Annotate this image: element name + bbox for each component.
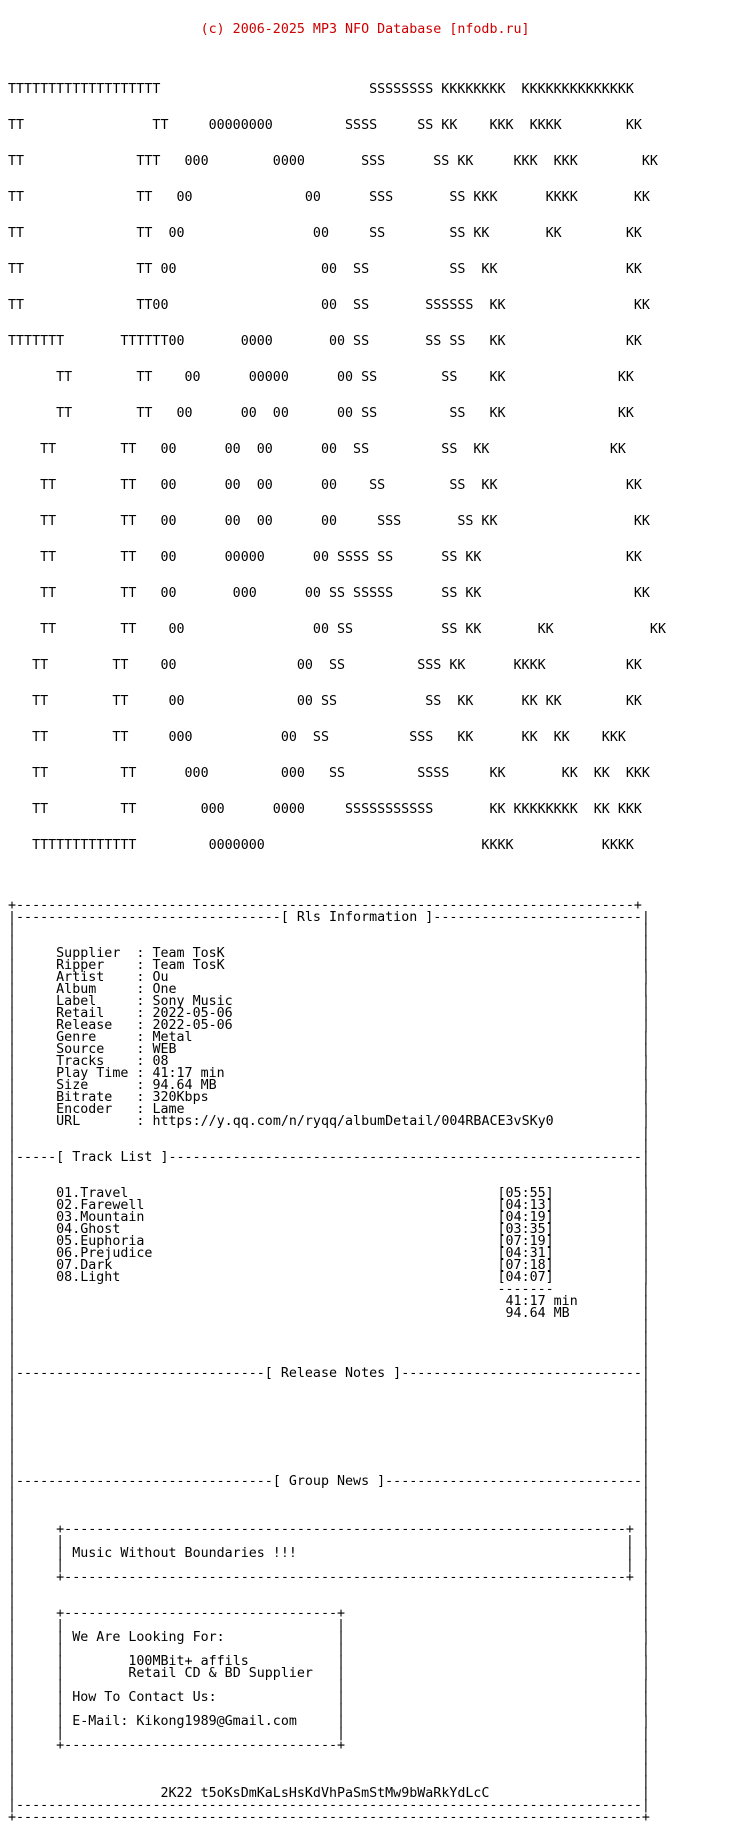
- contact-box-line: | | Retail CD & BD Supplier | |: [8, 1666, 650, 1681]
- contact-box-line: | | | |: [8, 1618, 650, 1633]
- field-value: Metal: [152, 1030, 193, 1045]
- contact-box-bottom: | +----------------------------------+ |: [8, 1738, 650, 1753]
- contact-box-line: | | We Are Looking For: | |: [8, 1630, 650, 1645]
- section-title-rls-row: |---------------------------------[ Rls Information ]--------------------------|: [8, 910, 650, 925]
- bottom-divider: |------------------------------------------------------------------------------|: [8, 1798, 650, 1813]
- field-label: Play Time: [56, 1066, 129, 1081]
- blank-line: | |: [8, 1318, 650, 1333]
- total-size: 94.64 MB: [505, 1306, 570, 1321]
- logo-line: TT TT 00 00 SS SSS KK KKKK KK: [8, 658, 642, 673]
- track-name: 04.Ghost: [56, 1222, 121, 1237]
- field-value: https://y.qq.com/n/ryqq/albumDetail/004RBACE3vSKy0: [152, 1114, 554, 1129]
- info-field: | Source : WEB |: [8, 1042, 650, 1057]
- section-title-news-row: |--------------------------------[ Group News ]--------------------------------|: [8, 1474, 650, 1489]
- field-label: Tracks: [56, 1054, 129, 1069]
- field-label: Source: [56, 1042, 129, 1057]
- slogan-box-bottom: | +----------------------------------------------------------------------+ |: [8, 1570, 650, 1585]
- logo-line: TT TT 000 0000 SSSSSSSSSSS KK KKKKKKKK KK KKK: [8, 802, 642, 817]
- logo-line: TT TT 00000000 SSSS SS KK KKK KKKK KK: [8, 118, 642, 133]
- track-row: | 02.Farewell [04:13] |: [8, 1198, 650, 1213]
- slogan-box-line: | | | |: [8, 1558, 650, 1573]
- field-label: Release: [56, 1018, 129, 1033]
- track-row: | 06.Prejudice [04:31] |: [8, 1246, 650, 1261]
- track-time: [04:31]: [497, 1246, 554, 1261]
- section-title-news: [ Group News ]: [272, 1474, 386, 1489]
- track-name: 07.Dark: [56, 1258, 113, 1273]
- track-time: [07:18]: [497, 1258, 554, 1273]
- blank-line: | |: [8, 1138, 650, 1153]
- section-title-tracks: [ Track List ]: [56, 1150, 169, 1165]
- blank-line: | |: [8, 1762, 650, 1777]
- track-name: 08.Light: [56, 1270, 121, 1285]
- logo-line: TT TT 000 000 SS SSSS KK KK KK KKK: [8, 766, 650, 781]
- field-label: Retail: [56, 1006, 129, 1021]
- total-sep-row: | ------- |: [8, 1282, 650, 1297]
- field-label: Encoder: [56, 1102, 129, 1117]
- footer-code-row: | 2K22 t5oKsDmKaLsHsKdVhPaSmStMw9bWaRkYdLcC |: [8, 1786, 650, 1801]
- field-label: Bitrate: [56, 1090, 129, 1105]
- blank-line: | |: [8, 1330, 650, 1345]
- slogan-box-line: | | Music Without Boundaries !!! | |: [8, 1546, 650, 1561]
- field-value: 2022-05-06: [152, 1006, 233, 1021]
- track-name: 03.Mountain: [56, 1210, 145, 1225]
- track-time: [04:13]: [497, 1198, 554, 1213]
- contact-box-line: | | 100MBit+ affils | |: [8, 1654, 650, 1669]
- field-label: Genre: [56, 1030, 129, 1045]
- total-separator: -------: [497, 1282, 554, 1297]
- info-field: | Artist : Ou |: [8, 970, 650, 985]
- track-row: | 04.Ghost [03:35] |: [8, 1222, 650, 1237]
- field-value: WEB: [152, 1042, 177, 1057]
- field-label: Artist: [56, 970, 129, 985]
- field-value: Ou: [152, 970, 169, 985]
- logo-line: TT TT 00 00 SSS SS KKK KKKK KK: [8, 190, 650, 205]
- contact-box-line: | | How To Contact Us: | |: [8, 1690, 650, 1705]
- field-value: 94.64 MB: [152, 1078, 217, 1093]
- field-label: URL: [56, 1114, 129, 1129]
- track-row: | 05.Euphoria [07:19] |: [8, 1234, 650, 1249]
- logo-line: TT TT 00 00 00 00 SS SS KK KK: [8, 442, 626, 457]
- logo-line: TT TT00 00 SS SSSSSS KK KK: [8, 298, 650, 313]
- track-row: | 01.Travel [05:55] |: [8, 1186, 650, 1201]
- track-time: [03:35]: [497, 1222, 554, 1237]
- blank-line: | |: [8, 1594, 650, 1609]
- blank-line: | |: [8, 1126, 650, 1141]
- logo-line: TT TT 00 00 SS SS KK KK: [8, 262, 642, 277]
- blank-line: | |: [8, 1510, 650, 1525]
- blank-line: | |: [8, 1450, 650, 1465]
- field-value: 41:17 min: [152, 1066, 225, 1081]
- contact-box-line: | | | |: [8, 1678, 650, 1693]
- top-border: +-----------------------------------------------------------------------------+: [8, 898, 642, 913]
- logo-line: TT TT 00 00 00 00 SS SS KK KK: [8, 478, 642, 493]
- track-time: [05:55]: [497, 1186, 554, 1201]
- field-value: Team TosK: [152, 946, 225, 961]
- field-value: 2022-05-06: [152, 1018, 233, 1033]
- blank-line: | |: [8, 1402, 650, 1417]
- logo-line: TT TT 00 00 SS SS KK KK KK: [8, 226, 642, 241]
- logo-line: TT TT 00 00000 00 SS SS KK KK: [8, 370, 634, 385]
- contact-email: E-Mail: Kikong1989@Gmail.com: [72, 1714, 297, 1729]
- info-field: | Genre : Metal |: [8, 1030, 650, 1045]
- contact-title: How To Contact Us:: [72, 1690, 217, 1705]
- blank-line: | |: [8, 1354, 650, 1369]
- track-row: | 07.Dark [07:18] |: [8, 1258, 650, 1273]
- track-time: [04:07]: [497, 1270, 554, 1285]
- field-label: Ripper: [56, 958, 129, 973]
- looking-for-item: 100MBit+ affils: [128, 1654, 249, 1669]
- logo-line: TT TT 000 00 SS SSS KK KK KK KKK: [8, 730, 626, 745]
- logo-line: TT TT 00 00000 00 SSSS SS SS KK KK: [8, 550, 642, 565]
- field-label: Size: [56, 1078, 129, 1093]
- field-label: Label: [56, 994, 129, 1009]
- blank-line: | |: [8, 934, 650, 949]
- blank-line: | |: [8, 1462, 650, 1477]
- track-row: | 08.Light [04:07] |: [8, 1270, 650, 1285]
- info-field: | Size : 94.64 MB |: [8, 1078, 650, 1093]
- blank-line: | |: [8, 1774, 650, 1789]
- logo-line: TT TT 00 00 SS SS KK KK KK KK: [8, 694, 642, 709]
- field-value: One: [152, 982, 177, 997]
- blank-line: | |: [8, 1390, 650, 1405]
- bottom-border: +------------------------------------------------------------------------------+: [8, 1810, 650, 1825]
- total-time-row: | 41:17 min |: [8, 1294, 650, 1309]
- contact-box-line: | | | |: [8, 1702, 650, 1717]
- logo-line: TT TTT 000 0000 SSS SS KK KKK KKK KK: [8, 154, 658, 169]
- footer-code: 2K22 t5oKsDmKaLsHsKdVhPaSmStMw9bWaRkYdLcC: [160, 1786, 490, 1801]
- field-value: Lame: [152, 1102, 185, 1117]
- info-field: | Supplier : Team TosK |: [8, 946, 650, 961]
- contact-box-line: | | | |: [8, 1642, 650, 1657]
- blank-line: | |: [8, 1414, 650, 1429]
- info-field: | Bitrate : 320Kbps |: [8, 1090, 650, 1105]
- info-field: | Album : One |: [8, 982, 650, 997]
- section-title-notes: [ Release Notes ]: [264, 1366, 402, 1381]
- field-value: Sony Music: [152, 994, 233, 1009]
- contact-box-top: | +----------------------------------+ |: [8, 1606, 650, 1621]
- blank-line: | |: [8, 1498, 650, 1513]
- field-value: 08: [152, 1054, 169, 1069]
- logo-line: TTTTTTT TTTTTT00 0000 00 SS SS SS KK KK: [8, 334, 642, 349]
- looking-for-item: Retail CD & BD Supplier: [128, 1666, 313, 1681]
- track-time: [04:19]: [497, 1210, 554, 1225]
- info-field: | URL : https://y.qq.com/n/ryqq/albumDetail/004RBACE3vSKy0 |: [8, 1114, 650, 1129]
- track-name: 02.Farewell: [56, 1198, 145, 1213]
- logo-line: TT TT 00 000 00 SS SSSSS SS KK KK: [8, 586, 650, 601]
- section-title-notes-row: |-------------------------------[ Release Notes ]------------------------------|: [8, 1366, 650, 1381]
- slogan-box-top: | +----------------------------------------------------------------------+ |: [8, 1522, 650, 1537]
- section-title-rls: [ Rls Information ]: [280, 910, 434, 925]
- blank-line: | |: [8, 1162, 650, 1177]
- site-header: (c) 2006-2025 MP3 NFO Database [nfodb.ru]: [8, 22, 530, 37]
- track-time: [07:19]: [497, 1234, 554, 1249]
- field-label: Supplier: [56, 946, 129, 961]
- blank-line: | |: [8, 1174, 650, 1189]
- logo-line: TTTTTTTTTTTTTTTTTTT SSSSSSSS KKKKKKKK KKKKKKKKKKKKKK: [8, 82, 634, 97]
- blank-line: | |: [8, 1438, 650, 1453]
- logo-line: TT TT 00 00 SS SS KK KK KK: [8, 622, 666, 637]
- info-field: | Retail : 2022-05-06 |: [8, 1006, 650, 1021]
- blank-line: | |: [8, 1342, 650, 1357]
- blank-line: | |: [8, 1426, 650, 1441]
- ascii-logo: [8, 60, 666, 876]
- track-name: 06.Prejudice: [56, 1246, 153, 1261]
- logo-line: TT TT 00 00 00 00 SS SS KK KK: [8, 406, 634, 421]
- info-field: | Label : Sony Music |: [8, 994, 650, 1009]
- contact-box-line: | | | |: [8, 1726, 650, 1741]
- looking-for-title: We Are Looking For:: [72, 1630, 225, 1645]
- blank-line: | |: [8, 1582, 650, 1597]
- blank-line: | |: [8, 1486, 650, 1501]
- info-field: | Ripper : Team TosK |: [8, 958, 650, 973]
- track-name: 01.Travel: [56, 1186, 129, 1201]
- total-time: 41:17 min: [505, 1294, 578, 1309]
- total-size-row: | 94.64 MB |: [8, 1306, 650, 1321]
- blank-line: | |: [8, 1378, 650, 1393]
- field-value: Team TosK: [152, 958, 225, 973]
- nfo-body: [8, 900, 666, 1824]
- track-name: 05.Euphoria: [56, 1234, 145, 1249]
- info-field: | Encoder : Lame |: [8, 1102, 650, 1117]
- field-label: Album: [56, 982, 129, 997]
- blank-line: | |: [8, 1750, 650, 1765]
- blank-line: | |: [8, 922, 650, 937]
- info-field: | Tracks : 08 |: [8, 1054, 650, 1069]
- logo-line: TT TT 00 00 00 00 SSS SS KK KK: [8, 514, 650, 529]
- track-row: | 03.Mountain [04:19] |: [8, 1210, 650, 1225]
- contact-box-line: | | E-Mail: Kikong1989@Gmail.com | |: [8, 1714, 650, 1729]
- slogan-text: Music Without Boundaries !!!: [72, 1546, 297, 1561]
- info-field: | Play Time : 41:17 min |: [8, 1066, 650, 1081]
- info-field: | Release : 2022-05-06 |: [8, 1018, 650, 1033]
- slogan-box-line: | | | |: [8, 1534, 650, 1549]
- logo-line: TTTTTTTTTTTTT 0000000 KKKK KKKK: [8, 838, 634, 853]
- nfo-text: [8, 0, 666, 1836]
- section-title-tracks-row: |-----[ Track List ]-----------------------------------------------------------|: [8, 1150, 650, 1165]
- field-value: 320Kbps: [152, 1090, 209, 1105]
